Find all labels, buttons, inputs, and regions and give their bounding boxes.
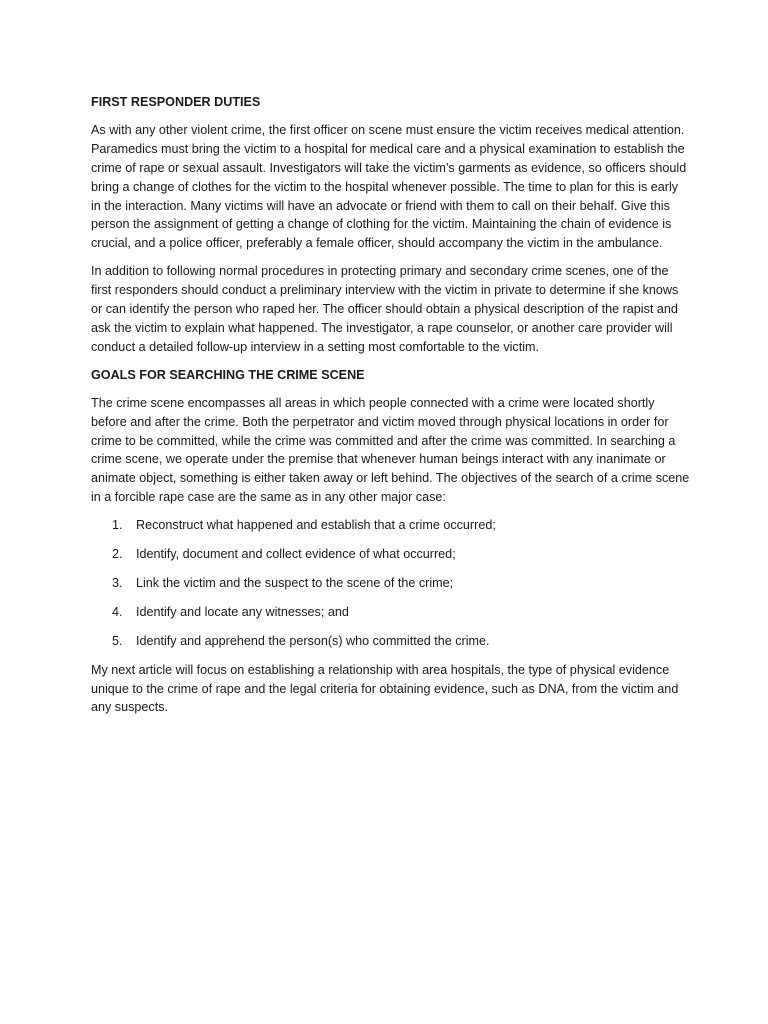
list-item <box>91 574 691 593</box>
section-heading-goals-for-searching: GOALS FOR SEARCHING THE CRIME SCENE <box>91 367 365 382</box>
list-item <box>91 545 691 564</box>
list-item <box>91 516 691 535</box>
list-item <box>91 603 691 622</box>
list-item-text: Reconstruct what happened and establish that a crime occurred; <box>136 518 496 533</box>
list-item-number: 1. <box>112 518 123 533</box>
list-item <box>91 632 691 651</box>
paragraph-preliminary-interview: In addition to following normal procedures in protecting primary and secondary crime scenes, one of the first responders should conduct a preliminary interview with the victim in private to determine if she knows or can identify the person who raped her. The officer should obtain a physical description of the rapist and ask the victim to explain what happened. The investigator, a rape counselor, or another care provider will conduct a detailed follow-up interview in a setting most comfortable to the victim. <box>91 264 679 354</box>
list-item-number: 4. <box>112 604 123 619</box>
list-item-number: 2. <box>112 547 123 562</box>
section-heading-first-responder-duties: FIRST RESPONDER DUTIES <box>91 95 261 109</box>
list-item-text: Identify and apprehend the person(s) who committed the crime. <box>136 633 490 648</box>
list-item-text: Identify and locate any witnesses; and <box>136 604 349 619</box>
list-item-number: 5. <box>112 633 123 648</box>
objectives-list <box>91 516 691 651</box>
list-item-text: Identify, document and collect evidence of what occurred; <box>136 547 456 562</box>
paragraph-crime-scene-intro: The crime scene encompasses all areas in which people connected with a crime were located shortly before and after the crime. Both the perpetrator and victim moved through physical locations in order for crime to be committed, while the crime was committed and after the crime was committed. In searching a crime scene, we operate under the premise that whenever human beings interact with any inanimate or animate object, something is either taken away or left behind. The objectives of the search of a crime scene in a forcible rape case are the same as in any other major case: <box>91 395 690 505</box>
paragraph-medical-attention: As with any other violent crime, the first officer on scene must ensure the victim receives medical attention. Paramedics must bring the victim to a hospital for medical care and a physical examination to establish the crime of rape or sexual assault. Investigators will take the victim’s garments as evidence, so officers should bring a change of clothes for the victim to the hospital whenever possible. The time to plan for this is early in the interaction. Many victims will have an advocate or friend with them to call on their behalf. Give this person the assignment of getting a change of clothing for the victim. Maintaining the chain of evidence is crucial, and a police officer, preferably a female officer, should accompany the victim in the ambulance. <box>91 122 687 251</box>
document-page <box>91 93 691 726</box>
list-item-text: Link the victim and the suspect to the scene of the crime; <box>136 575 454 590</box>
list-item-number: 3. <box>112 575 123 590</box>
paragraph-closing: My next article will focus on establishing a relationship with area hospitals, the type of physical evidence unique to the crime of rape and the legal criteria for obtaining evidence, such as DNA, from the victim and any suspects. <box>91 662 679 715</box>
